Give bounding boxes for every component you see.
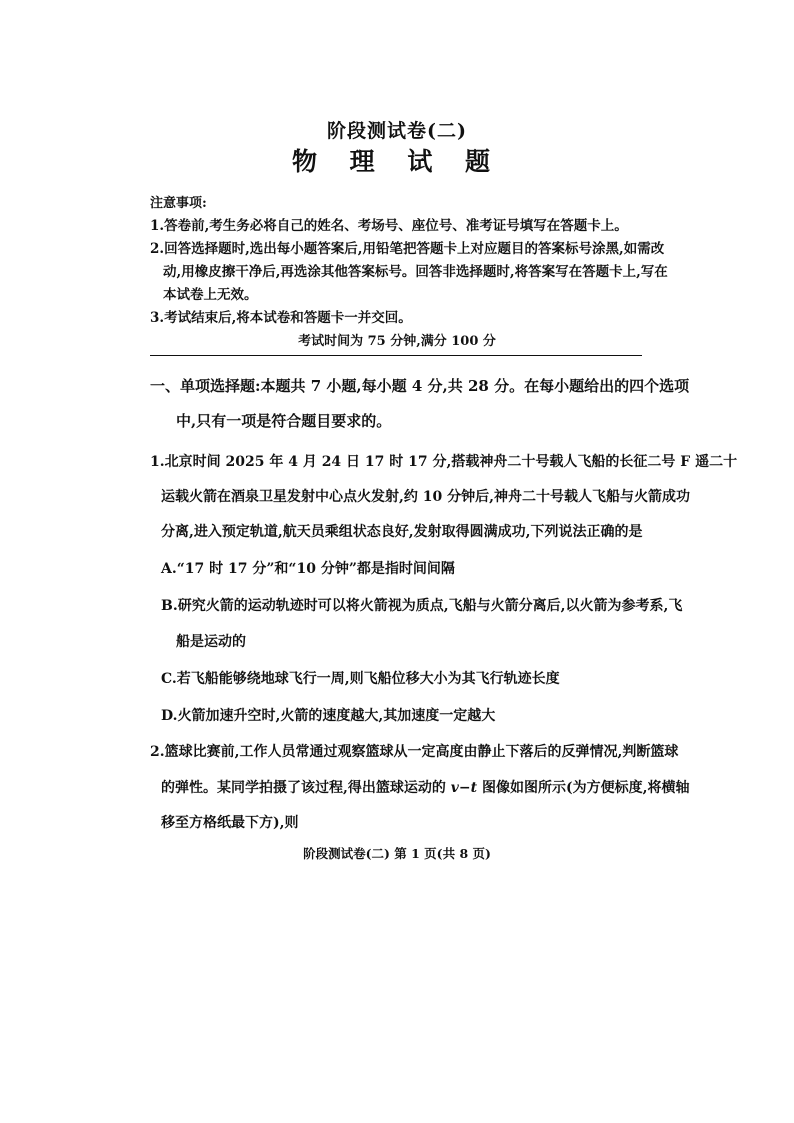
question-1-option-c: C.若飞船能够绕地球飞行一周,则飞船位移大小为其飞行轨迹长度 <box>161 671 560 687</box>
question-2-line-1: 2.篮球比赛前,工作人员常通过观察篮球从一定高度由静止下落后的反弹情况,判断篮球 <box>150 744 679 760</box>
divider-rule <box>150 355 642 356</box>
notice-heading: 注意事项: <box>150 196 207 211</box>
notice-item-3: 3.考试结束后,将本试卷和答题卡一并交回。 <box>150 310 412 326</box>
notice-item-2-end: 本试卷上无效。 <box>163 287 258 303</box>
exam-time-info: 考试时间为 75 分钟,满分 100 分 <box>298 334 496 349</box>
question-1-line-2: 运载火箭在酒泉卫星发射中心点火发射,约 10 分钟后,神舟二十号载人飞船与火箭成功 <box>161 489 690 505</box>
question-1-option-b: B.研究火箭的运动轨迹时可以将火箭视为质点,飞船与火箭分离后,以火箭为参考系,飞 <box>161 598 683 614</box>
question-2-text-a: 的弹性。某同学拍摄了该过程,得出篮球运动的 <box>161 780 451 796</box>
question-1-line-3: 分离,进入预定轨道,航天员乘组状态良好,发射取得圆满成功,下列说法正确的是 <box>161 524 643 540</box>
section-heading: 一、单项选择题:本题共 7 小题,每小题 4 分,共 28 分。在每小题给出的四个选项 <box>150 377 690 395</box>
question-1-option-b-cont: 船是运动的 <box>176 634 246 650</box>
question-2-variable: v−t <box>450 780 478 796</box>
question-1-option-a: A.“17 时 17 分”和“10 分钟”都是指时间间隔 <box>161 561 455 577</box>
question-1-line-1: 1.北京时间 2025 年 4 月 24 日 17 时 17 分,搭载神舟二十号载人飞船的长征二号 F 遥二十 <box>150 454 738 470</box>
question-1-option-d: D.火箭加速升空时,火箭的速度越大,其加速度一定越大 <box>161 708 496 724</box>
page-footer: 阶段测试卷(二) 第 1 页(共 8 页) <box>303 846 491 861</box>
exam-title: 阶段测试卷(二) <box>327 120 467 142</box>
section-heading-cont: 中,只有一项是符合题目要求的。 <box>176 412 392 430</box>
question-2-line-3: 移至方格纸最下方),则 <box>161 815 299 831</box>
notice-item-1: 1.答卷前,考生务必将自己的姓名、考场号、座位号、准考证号填写在答题卡上。 <box>150 218 628 234</box>
question-2-text-b: 图像如图所示(为方便标度,将横轴 <box>477 780 690 796</box>
notice-item-2: 2.回答选择题时,选出每小题答案后,用铅笔把答题卡上对应题目的答案标号涂黑,如需改 <box>150 241 665 257</box>
notice-item-2-cont: 动,用橡皮擦干净后,再选涂其他答案标号。回答非选择题时,将答案写在答题卡上,写在 <box>163 264 668 280</box>
question-2-line-2 <box>161 777 689 797</box>
subject-title: 物 理 试 题 <box>291 147 503 176</box>
